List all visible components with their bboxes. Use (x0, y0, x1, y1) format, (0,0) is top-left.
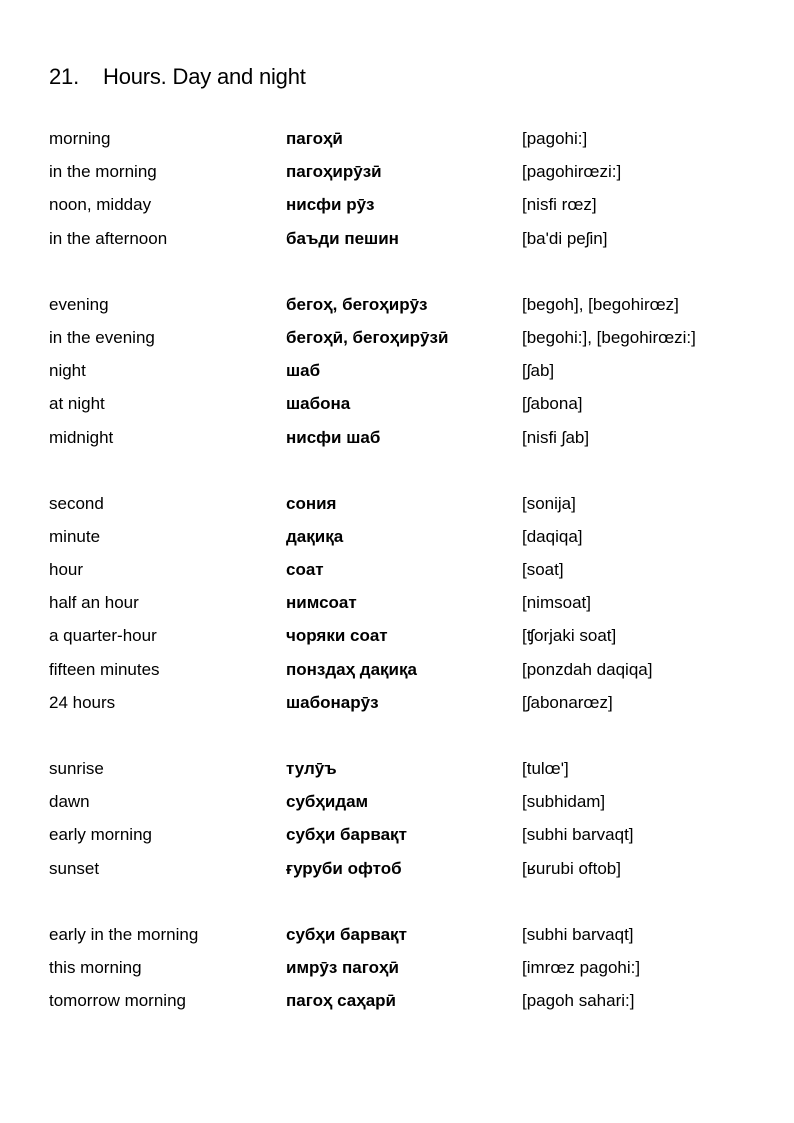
vocabulary-group (0, 487, 794, 719)
english-term: fifteen minutes (49, 659, 160, 679)
transcription: [ʃabonarœz] (522, 692, 613, 712)
section-title: Hours. Day and night (103, 64, 306, 89)
vocabulary-row (0, 387, 794, 420)
tajik-term: соат (286, 560, 324, 580)
tajik-term: бегоҳӣ, бегоҳирӯзӣ (286, 327, 449, 347)
tajik-term: субҳидам (286, 792, 369, 812)
vocabulary-row (0, 354, 794, 387)
vocabulary-row (0, 852, 794, 885)
english-term: minute (49, 526, 101, 546)
vocabulary-row (0, 421, 794, 454)
tajik-term: чоряки соат (286, 626, 388, 646)
tajik-term: ғуруби офтоб (286, 858, 402, 878)
vocabulary-row (0, 487, 794, 520)
vocabulary-row (0, 122, 794, 155)
vocabulary-row (0, 686, 794, 719)
vocabulary-group (0, 752, 794, 885)
vocabulary-row (0, 553, 794, 586)
english-term: a quarter-hour (49, 626, 157, 646)
transcription: [soat] (522, 560, 564, 580)
tajik-term: шабонарӯз (286, 692, 379, 712)
transcription: [subhi barvaqt] (522, 924, 634, 944)
tajik-term: дақиқа (286, 526, 344, 546)
transcription: [subhi barvaqt] (522, 825, 634, 845)
vocabulary-group (0, 918, 794, 1018)
tajik-term: нисфи шаб (286, 427, 381, 447)
english-term: in the morning (49, 162, 157, 182)
english-term: in the afternoon (49, 228, 168, 248)
tajik-term: пагоҳ саҳарӣ (286, 991, 397, 1011)
tajik-term: понздаҳ дақиқа (286, 659, 417, 679)
english-term: tomorrow morning (49, 991, 186, 1011)
english-term: dawn (49, 792, 90, 812)
vocabulary-row (0, 321, 794, 354)
tajik-term: субҳи барвақт (286, 825, 407, 845)
vocabulary-row (0, 818, 794, 851)
tajik-term: шабона (286, 394, 351, 414)
section-number: 21. (49, 64, 79, 89)
english-term: at night (49, 394, 105, 414)
transcription: [nimsoat] (522, 593, 591, 613)
vocabulary-row (0, 586, 794, 619)
transcription: [sonija] (522, 493, 576, 513)
vocabulary-row (0, 984, 794, 1017)
english-term: sunrise (49, 759, 104, 778)
transcription: [begohi:], [begohirœzi:] (522, 327, 696, 347)
transcription: [ʃab] (522, 361, 555, 381)
transcription: [imrœz pagohi:] (522, 957, 641, 977)
transcription: [nisfi ʃab] (522, 427, 590, 447)
vocabulary-row (0, 520, 794, 553)
transcription: [ʧorjaki soat] (522, 626, 617, 646)
english-term: night (49, 361, 86, 381)
english-term: morning (49, 129, 111, 148)
vocabulary-row (0, 155, 794, 188)
vocabulary-row (0, 951, 794, 984)
transcription: [nisfi rœz] (522, 195, 597, 215)
tajik-term: баъди пешин (286, 228, 399, 248)
transcription: [ʃabona] (522, 394, 583, 414)
vocabulary-row (0, 222, 794, 255)
vocabulary-group (0, 288, 794, 454)
tajik-term: имрӯз пагоҳӣ (286, 957, 399, 977)
english-term: noon, midday (49, 195, 152, 215)
transcription: [ba'di peʃin] (522, 228, 608, 248)
vocabulary-row (0, 188, 794, 221)
tajik-term: нимсоат (286, 593, 357, 613)
english-term: early in the morning (49, 924, 199, 944)
vocabulary-group (0, 122, 794, 255)
vocabulary-row (0, 785, 794, 818)
english-term: sunset (49, 858, 100, 878)
english-term: hour (49, 560, 84, 580)
english-term: midnight (49, 427, 114, 447)
english-term: early morning (49, 825, 152, 845)
transcription: [pagohi:] (522, 129, 588, 148)
english-term: half an hour (49, 593, 139, 613)
vocabulary-row (0, 288, 794, 321)
transcription: [ʁurubi oftob] (522, 858, 621, 878)
tajik-term: пагоҳӣ (286, 129, 343, 148)
tajik-term: нисфи рӯз (286, 195, 375, 215)
tajik-term: сония (286, 493, 337, 513)
transcription: [subhidam] (522, 792, 606, 812)
vocabulary-row (0, 653, 794, 686)
vocabulary-list (0, 122, 794, 1050)
transcription: [daqiqa] (522, 526, 583, 546)
transcription: [pagoh sahari:] (522, 991, 635, 1011)
english-term: this morning (49, 957, 142, 977)
tajik-term: бегоҳ, бегоҳирӯз (286, 294, 428, 314)
transcription: [pagohirœzi:] (522, 162, 622, 182)
tajik-term: субҳи барвақт (286, 924, 407, 944)
english-term: second (49, 493, 104, 513)
english-term: 24 hours (49, 692, 116, 712)
transcription: [begoh], [begohirœz] (522, 294, 679, 314)
transcription: [ponzdah daqiqa] (522, 659, 653, 679)
tajik-term: шаб (286, 361, 321, 381)
english-term: evening (49, 294, 109, 314)
tajik-term: тулӯъ (286, 759, 337, 778)
transcription: [tulœ'] (522, 759, 569, 778)
vocabulary-row (0, 918, 794, 951)
vocabulary-row (0, 619, 794, 652)
vocabulary-row (0, 752, 794, 785)
tajik-term: пагоҳирӯзӣ (286, 162, 382, 182)
english-term: in the evening (49, 327, 155, 347)
page-title (49, 64, 306, 90)
